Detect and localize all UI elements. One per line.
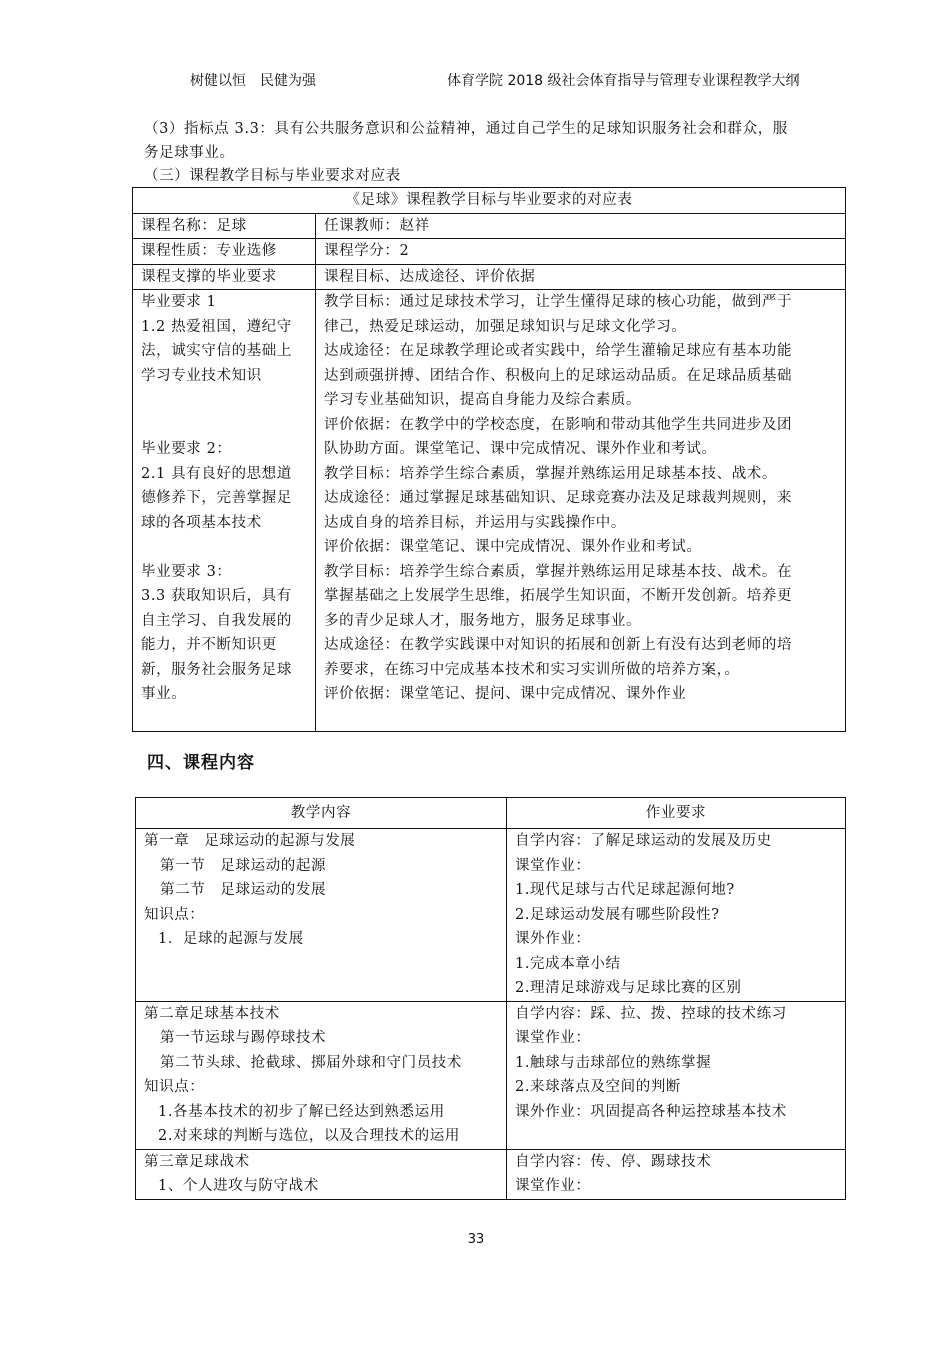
text-line: 2.1 具有良好的思想道: [141, 465, 292, 482]
text-line: 自学内容：了解足球运动的发展及历史: [515, 833, 772, 849]
text-line: 知识点：: [144, 906, 205, 923]
header-motto: 树健以恒 民健为强: [190, 73, 316, 89]
text-line: 教学目标：培养学生综合素质，掌握并熟练运用足球基本技、战术。: [324, 465, 777, 482]
text-line: 自主学习、自我发展的: [141, 612, 292, 629]
support-header-cell: 课程支撑的毕业要求: [133, 264, 316, 290]
text-line: 评价依据：课堂笔记、课中完成情况、课外作业和考试。: [324, 539, 702, 555]
text-line: 第一节 足球运动的起源: [160, 857, 327, 874]
text-line: 1．足球的起源与发展: [158, 931, 304, 947]
text-line: 达成途径：在教学实践课中对知识的拓展和创新上有没有达到老师的培: [324, 637, 793, 653]
text-line: 1.2 热爱祖国，遵纪守: [141, 318, 292, 335]
course-content-table: [135, 797, 846, 1200]
text-line: 养要求，在练习中完成基本技术和实习实训所做的培养方案，。: [324, 661, 740, 678]
text-line: 1.完成本章小结: [515, 955, 621, 972]
text-line: [141, 388, 307, 413]
text-line: 课外作业：巩固提高各种运控球基本技术: [515, 1103, 787, 1120]
text-line: [141, 535, 307, 560]
text-line: 课堂作业：: [515, 857, 591, 874]
text-line: 达成途径：通过掌握足球基础知识、足球竞赛办法及足球裁判规则，来: [324, 490, 793, 506]
page-number: 33: [467, 1232, 485, 1247]
objectives-table: [132, 187, 846, 732]
text-line: 1.现代足球与古代足球起源何地?: [515, 882, 735, 898]
text-line: 评价依据：在教学中的学校态度，在影响和带动其他学生共同进步及团: [324, 416, 793, 433]
text-line: 3.3 获取知识后，具有: [141, 588, 292, 604]
objectives-detail-cell: [316, 290, 846, 732]
text-line: 第一节运球与踢停球技术: [160, 1030, 327, 1046]
text-line: 球的各项基本技术: [141, 514, 262, 531]
text-line: 课外作业：: [515, 931, 591, 947]
text-line: 第二节头球、抢截球、掷届外球和守门员技术: [160, 1054, 462, 1071]
text-line: 第三章足球战术: [144, 1153, 250, 1170]
graduation-requirements-cell: [133, 290, 316, 732]
chapter-1-content-cell: [136, 829, 507, 1002]
text-line: 达成自身的培养目标，并运用与实践操作中。: [324, 514, 626, 531]
text-line: 2.来球落点及空间的判断: [515, 1079, 682, 1095]
text-line: 自学内容：传、停、踢球技术: [515, 1153, 712, 1170]
intro-subheading: （三）课程教学目标与毕业要求对应表: [144, 168, 401, 184]
teacher-cell: 任课教师：赵祥: [316, 213, 846, 239]
content-header-cell: 教学内容: [136, 798, 507, 829]
intro-line-2: 务足球事业。: [144, 145, 235, 161]
text-line: 德修养下，完善掌握足: [141, 490, 292, 506]
text-line: 多的青少足球人才，服务地方，服务足球事业。: [324, 612, 642, 629]
text-line: 评价依据：课堂笔记、提问、课中完成情况、课外作业: [324, 686, 687, 702]
text-line: 学习专业技术知识: [141, 367, 262, 384]
text-line: 第二章足球基本技术: [144, 1005, 280, 1022]
text-line: [141, 707, 307, 732]
text-line: 2.理清足球游戏与足球比赛的区别: [515, 980, 742, 996]
text-line: 队协助方面。课堂笔记、课中完成情况、课外作业和考试。: [324, 441, 717, 457]
course-name-cell: 课程名称：足球: [133, 213, 316, 239]
text-line: 课堂作业：: [515, 1030, 591, 1046]
text-line: 1.各基本技术的初步了解已经达到熟悉运用: [158, 1103, 445, 1120]
objectives-table-caption: 《足球》课程教学目标与毕业要求的对应表: [133, 188, 846, 214]
text-line: 掌握基础之上发展学生思维，拓展学生知识面，不断开发创新。培养更: [324, 588, 793, 604]
text-line: 新，服务社会服务足球: [141, 661, 292, 678]
text-line: 第二节 足球运动的发展: [160, 882, 327, 898]
text-line: 毕业要求 3：: [141, 563, 232, 580]
section-title: 四、课程内容: [147, 753, 255, 773]
chapter-3-content-cell: [136, 1149, 507, 1199]
text-line: 2.足球运动发展有哪些阶段性?: [515, 906, 720, 923]
text-line: 律己，热爱足球运动，加强足球知识与足球文化学习。: [324, 318, 687, 335]
text-line: 达成途径：在足球教学理论或者实践中，给学生灌输足球应有基本功能: [324, 343, 793, 359]
text-line: 第一章 足球运动的起源与发展: [144, 833, 356, 849]
text-line: 达到顽强拼搏、团结合作、积极向上的足球运动品质。在足球品质基础: [324, 367, 793, 384]
header-title: 体育学院 2018 级社会体育指导与管理专业课程教学大纲: [447, 73, 800, 89]
homework-header-cell: 作业要求: [507, 798, 846, 829]
text-line: 1.触球与击球部位的熟练掌握: [515, 1054, 712, 1071]
chapter-2-homework-cell: [507, 1001, 846, 1149]
text-line: 毕业要求 1: [141, 294, 217, 310]
text-line: 知识点：: [144, 1079, 205, 1095]
chapter-2-content-cell: [136, 1001, 507, 1149]
intro-line-1: （3）指标点 3.3：具有公共服务意识和公益精神，通过自己学生的足球知识服务社会和群众，服: [144, 121, 788, 137]
text-line: 自学内容：踩、拉、拨、控球的技术练习: [515, 1005, 787, 1022]
text-line: 毕业要求 2：: [141, 441, 232, 457]
chapter-3-homework-cell: [507, 1149, 846, 1199]
course-credit-cell: 课程学分：2: [316, 239, 846, 265]
course-nature-cell: 课程性质：专业选修: [133, 239, 316, 265]
text-line: 课堂作业：: [515, 1178, 591, 1194]
goal-header-cell: 课程目标、达成途径、评价依据: [316, 264, 846, 290]
text-line: 学习专业基础知识，提高自身能力及综合素质。: [324, 392, 642, 408]
text-line: 1、个人进攻与防守战术: [158, 1178, 319, 1194]
text-line: 能力，并不断知识更: [141, 637, 277, 653]
text-line: 教学目标：通过足球技术学习，让学生懂得足球的核心功能，做到严于: [324, 294, 793, 310]
text-line: 事业。: [141, 686, 187, 702]
chapter-1-homework-cell: [507, 829, 846, 1002]
text-line: 教学目标：培养学生综合素质，掌握并熟练运用足球基本技、战术。在: [324, 563, 793, 580]
text-line: [141, 413, 307, 438]
text-line: 法，诚实守信的基础上: [141, 343, 292, 359]
text-line: 2.对来球的判断与选位，以及合理技术的运用: [158, 1128, 460, 1144]
